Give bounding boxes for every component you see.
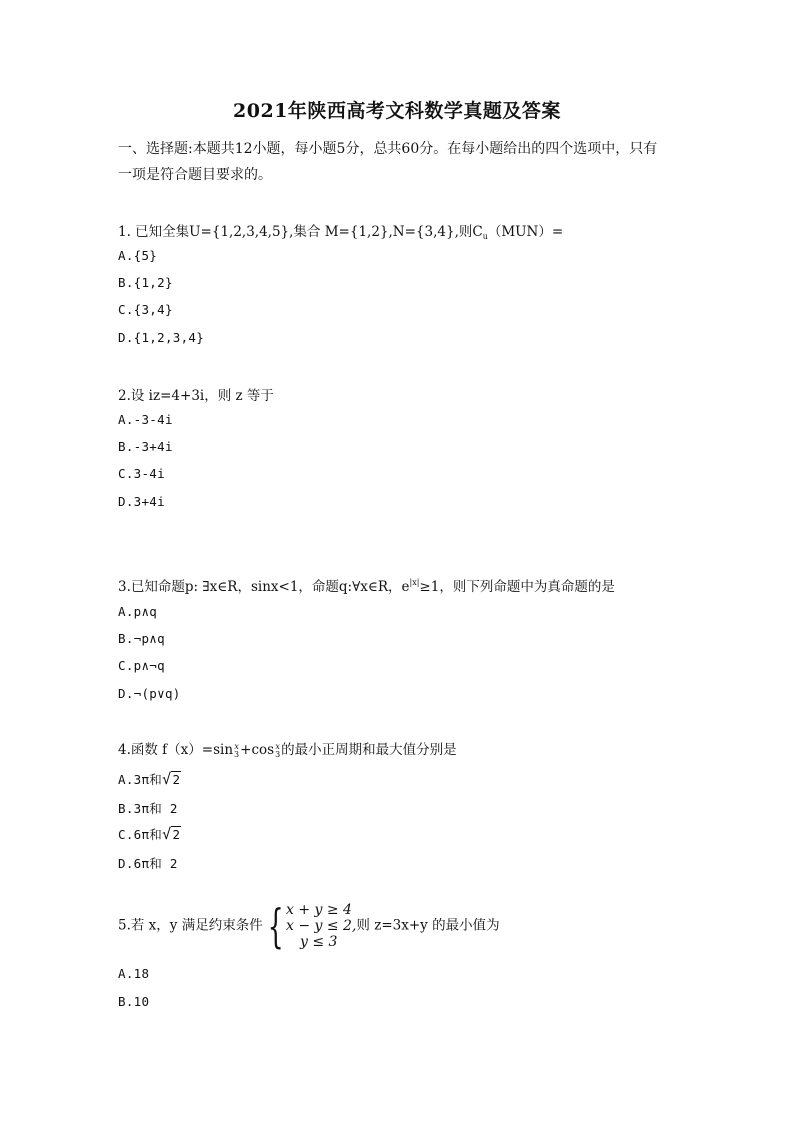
question-1-stem-tail: （MUN）=: [487, 224, 564, 240]
sqrt-symbol: √: [162, 770, 172, 788]
question-1-stem: [118, 220, 563, 241]
sqrt-two: [162, 825, 181, 843]
question-5-option-b: B.10: [118, 994, 150, 1009]
sqrt-two: [162, 770, 181, 788]
question-3-option-b: B.¬p∧q: [118, 631, 165, 646]
question-3-stem-tail: ≥1，则下列命题中为真命题的是: [419, 579, 615, 595]
question-1-option-c: C.{3,4}: [118, 302, 173, 317]
question-4-stem-tail: 的最小正周期和最大值分别是: [281, 742, 457, 758]
question-1-option-d: D.{1,2,3,4}: [118, 330, 205, 345]
question-2-option-b: B.-3+4i: [118, 439, 173, 454]
fraction-denominator: 3: [275, 749, 281, 759]
question-2-option-c: C.3-4i: [118, 466, 165, 481]
fraction-denominator: 3: [234, 749, 240, 759]
question-5-stem-text: 5.若 x，y 满足约束条件: [118, 917, 263, 934]
question-4-option-d: D.6π和 2: [118, 856, 178, 871]
fraction-numerator: x: [234, 741, 239, 751]
question-3-option-c: C.p∧¬q: [118, 658, 165, 673]
question-3-option-a: A.p∧q: [118, 604, 158, 619]
question-3-option-d: D.¬(p∨q): [118, 686, 181, 701]
question-4-stem-text: 4.函数 f（x）=sin: [118, 742, 234, 758]
constraint-2: x − y ≤ 2,: [285, 918, 357, 934]
fraction-numerator: x: [275, 741, 280, 751]
constraint-1: x + y ≥ 4: [285, 902, 352, 918]
question-2-option-a: A.-3-4i: [118, 412, 173, 427]
question-2-stem: 2.设 iz=4+3i，则 z 等于: [118, 388, 274, 404]
question-1-option-a: A.{5}: [118, 248, 158, 263]
fraction-x-over-3: [234, 743, 239, 759]
question-4-stem: [118, 738, 457, 759]
constraint-3: y ≤ 3: [299, 934, 338, 950]
constraint-system: [286, 902, 356, 950]
fraction-x-over-3-second: [275, 743, 280, 759]
question-4-option-b: B.3π和 2: [118, 801, 178, 816]
question-5-stem-tail: 则 z=3x+y 的最小值为: [356, 917, 500, 934]
complement-subscript: u: [482, 232, 488, 241]
sqrt-radicand: 2: [172, 772, 181, 787]
question-4-option-a: [118, 770, 181, 788]
question-5-stem: [118, 899, 500, 953]
question-3-stem-text: 3.已知命题p: ∃x∈R，sinx<1，命题q:∀x∈R，e: [118, 579, 410, 595]
option-a-text: A.3π和: [118, 772, 163, 787]
question-2-option-d: D.3+4i: [118, 494, 165, 509]
question-4-option-c: [118, 825, 181, 843]
sqrt-radicand: 2: [172, 827, 181, 842]
question-4-plus-cos: +cos: [240, 742, 275, 758]
exponent-superscript: |x|: [409, 578, 420, 587]
question-5-option-a: A.18: [118, 966, 150, 981]
section-intro-line-1: 一、选择题:本题共12小题，每小题5分，总共60分。在每小题给出的四个选项中，只有: [118, 141, 658, 157]
page-title: 2021年陕西高考文科数学真题及答案: [233, 100, 561, 122]
option-c-text: C.6π和: [118, 827, 163, 842]
section-intro-line-2: 一项是符合题目要求的。: [118, 167, 272, 183]
question-1-stem-text: 1. 已知全集U={1,2,3,4,5},集合 M={1,2},N={3,4},则C: [118, 224, 483, 240]
sqrt-symbol: √: [162, 825, 172, 843]
left-brace: {: [267, 899, 284, 953]
question-3-stem: [118, 575, 615, 595]
question-1-option-b: B.{1,2}: [118, 275, 173, 290]
